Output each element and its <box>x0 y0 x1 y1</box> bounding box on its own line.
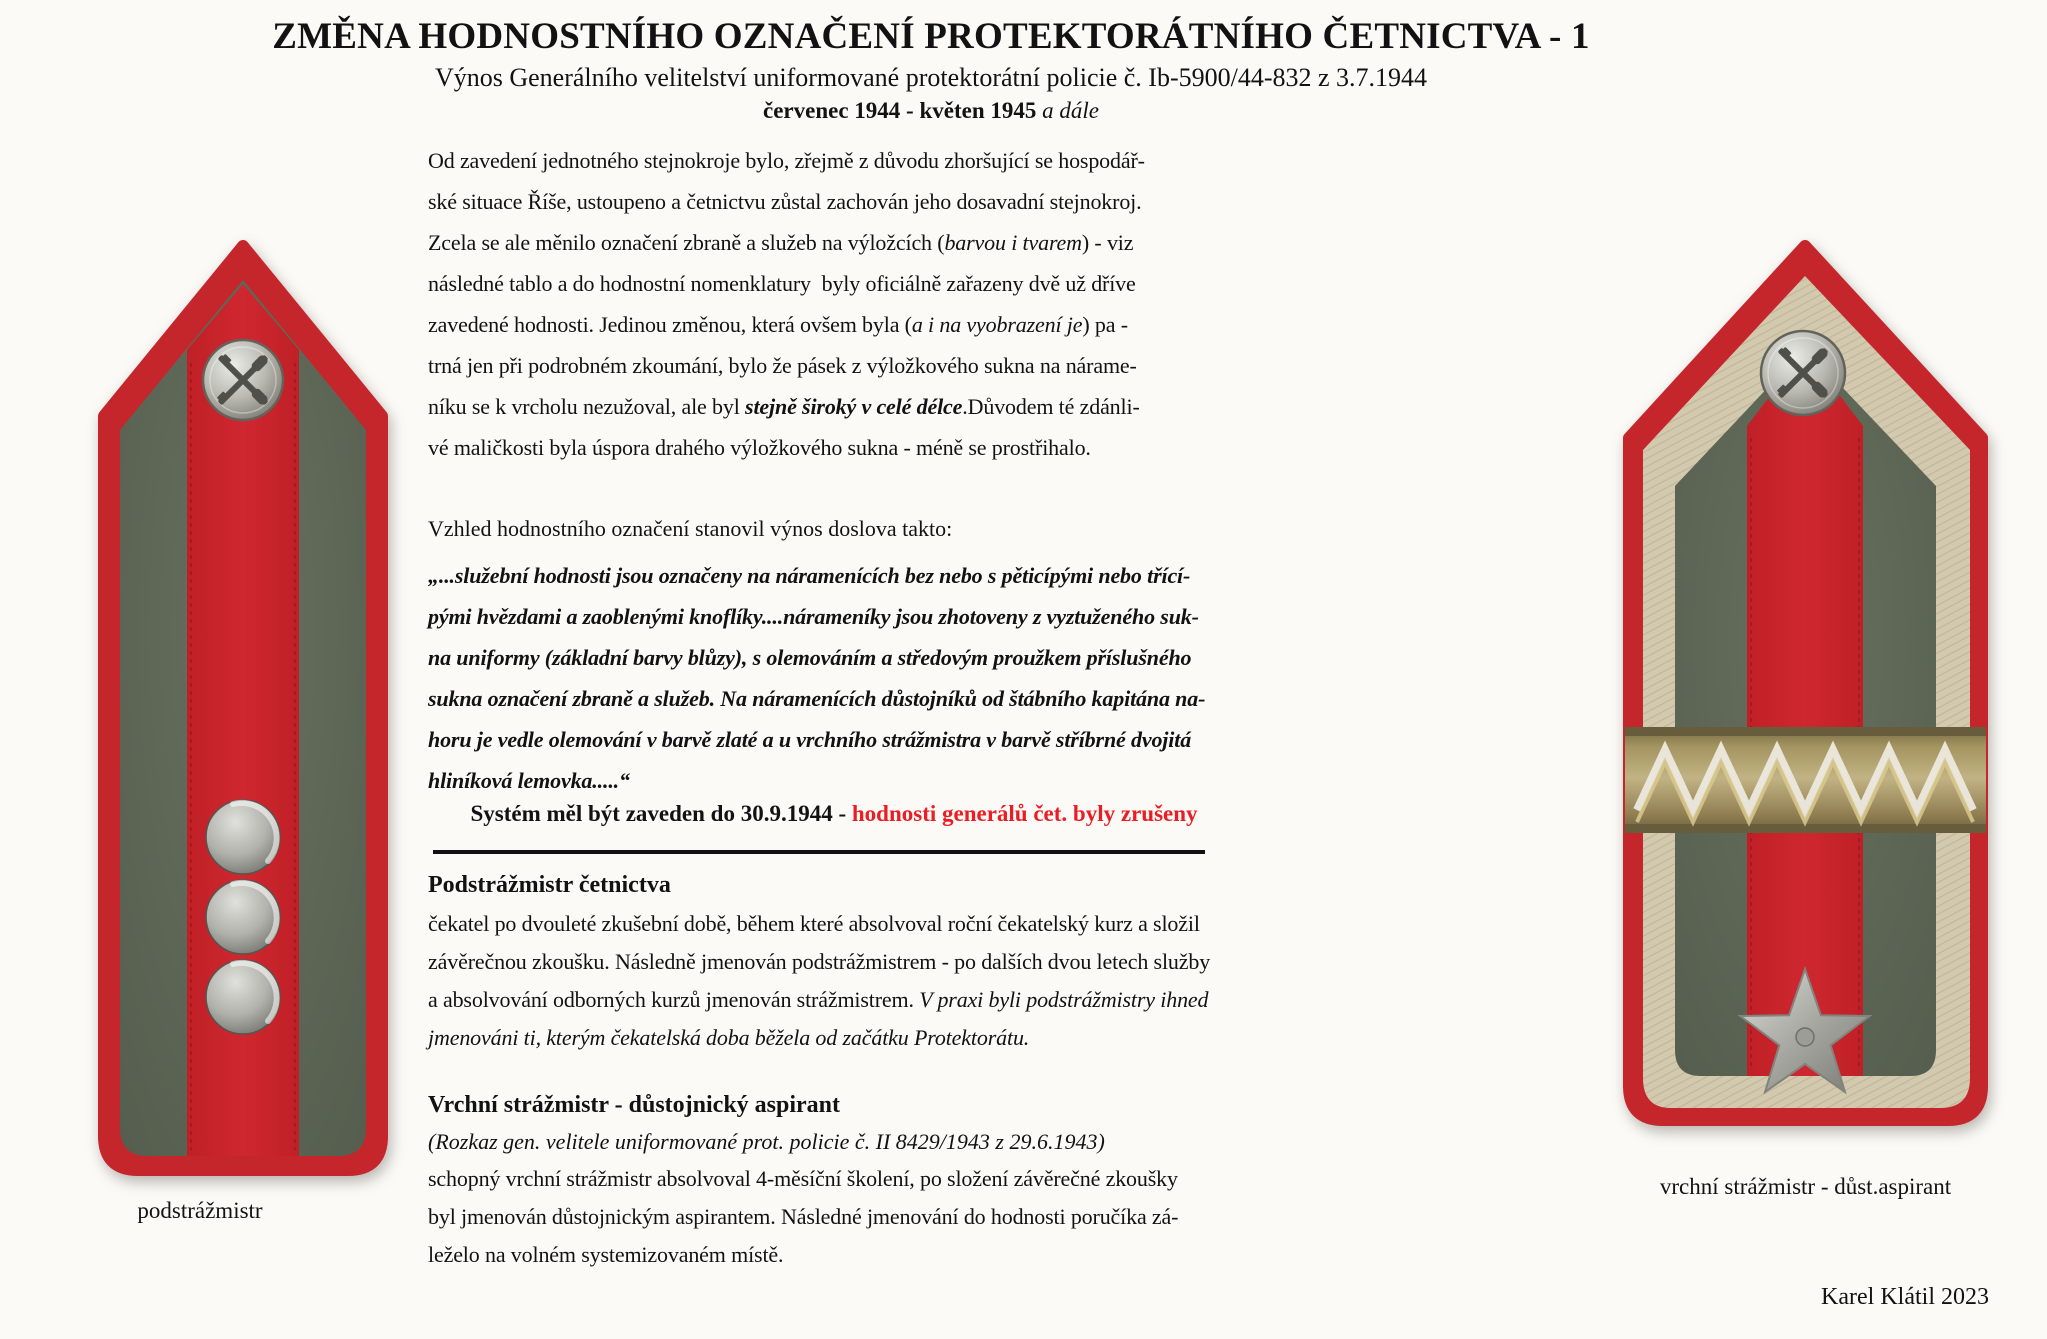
page-title: ZMĚNA HODNOSTNÍHO OZNAČENÍ PROTEKTORÁTNÍHO ČETNICTVA - 1 <box>272 16 1590 57</box>
horizontal-divider <box>433 850 1205 854</box>
section2-paragraph: schopný vrchní strážmistr absolvoval 4-měsíční školení, po složení závěrečné zkoušky byl jmenován důstojnickým aspirantem. Následné jmenování do hodnosti poručíka zá- leželo na volném systemizovaném místě. <box>428 1166 1179 1267</box>
section1-paragraph: čekatel po dvouleté zkušební době, během které absolvoval roční čekatelský kurz a složil závěrečnou zkoušku. Následně jmenován podstrážmistrem - po dalších dvou letech služby a absolvování odborných kurzů jmenován strážmistrem. V praxi byli podstrážmistry ihned jmenováni ti, kterým čekatelská doba běžela od začátku Protektorátu. <box>428 911 1211 1050</box>
header <box>0 14 1862 126</box>
decree-quote: „...služební hodnosti jsou označeny na náramenících bez nebo s pěticípými nebo třící- pými hvězdami a zaoblenými knoflíky....nárameníky jsou zhotoveny z vyztuženého suk- na uniformy (základní barvy blůzy), s olemováním a středovým proužkem příslušného sukna označení zbraně a služeb. Na náramenících důstojníků od štábního kapitána na- horu je vedle olemování v barvě zlaté a u vrchního strážmistra v barvě stříbrné dvojitá hliníková lemovka.....“ <box>428 563 1206 793</box>
section1-heading: Podstrážmistr četnictva <box>428 872 671 898</box>
author-credit: Karel Klátil 2023 <box>1821 1284 1989 1310</box>
crossed-rifles-button <box>203 340 283 420</box>
section2-source: (Rozkaz gen. velitele uniformované prot. policie č. II 8429/1943 z 29.6.1943) <box>428 1129 1105 1154</box>
caption-right: vrchní strážmistr - důst.aspirant <box>1659 1174 1952 1199</box>
deadline-line: Systém měl být zaveden do 30.9.1944 - hodnosti generálů čet. byly zrušeny <box>470 801 1198 826</box>
validity-period: červenec 1944 - květen 1945 a dále <box>763 98 1099 123</box>
page-subtitle: Výnos Generálního velitelství uniformované protektorátní policie č. Ib-5900/44-832 z 3.7.1944 <box>434 63 1428 92</box>
dome-button-1 <box>206 800 280 874</box>
dome-button-2 <box>206 880 280 954</box>
caption-left: podstrážmistr <box>137 1198 263 1223</box>
intro-paragraph: Od zavedení jednotného stejnokroje bylo, zřejmě z důvodu zhoršující se hospodář- ské situace Říše, ustoupeno a četnictvu zůstal zachován jeho dosavadní stejnokroj. Zcela se ale měnilo označení zbraně a služeb na výložcích (barvou i tvarem) - viz následné tablo a do hodnostní nomenklatury byly oficiálně zařazeny dvě už dříve zavedené hodnosti. Jedinou změnou, která ovšem byla (a i na vyobrazení je) pa - trná jen při podrobném zkoumání, bylo že pásek z výložkového sukna na nárame- níku se k vrcholu nezužoval, ale byl stejně široký v celé délce.Důvodem té zdánli- vé maličkosti byla úspora drahého výložkového sukna - méně se prostřihalo. <box>428 148 1145 460</box>
section2-heading: Vrchní strážmistr - důstojnický aspirant <box>428 1092 841 1118</box>
epaulette-podstrazmistr <box>88 238 398 1183</box>
crossed-rifles-button <box>1761 331 1845 415</box>
dome-button-3 <box>206 960 280 1034</box>
quote-intro-line: Vzhled hodnostního označení stanovil výnos doslova takto: <box>428 516 953 541</box>
epaulette-vrchni-strazmistr <box>1613 238 1998 1133</box>
rank-braid-band <box>1625 727 1986 833</box>
